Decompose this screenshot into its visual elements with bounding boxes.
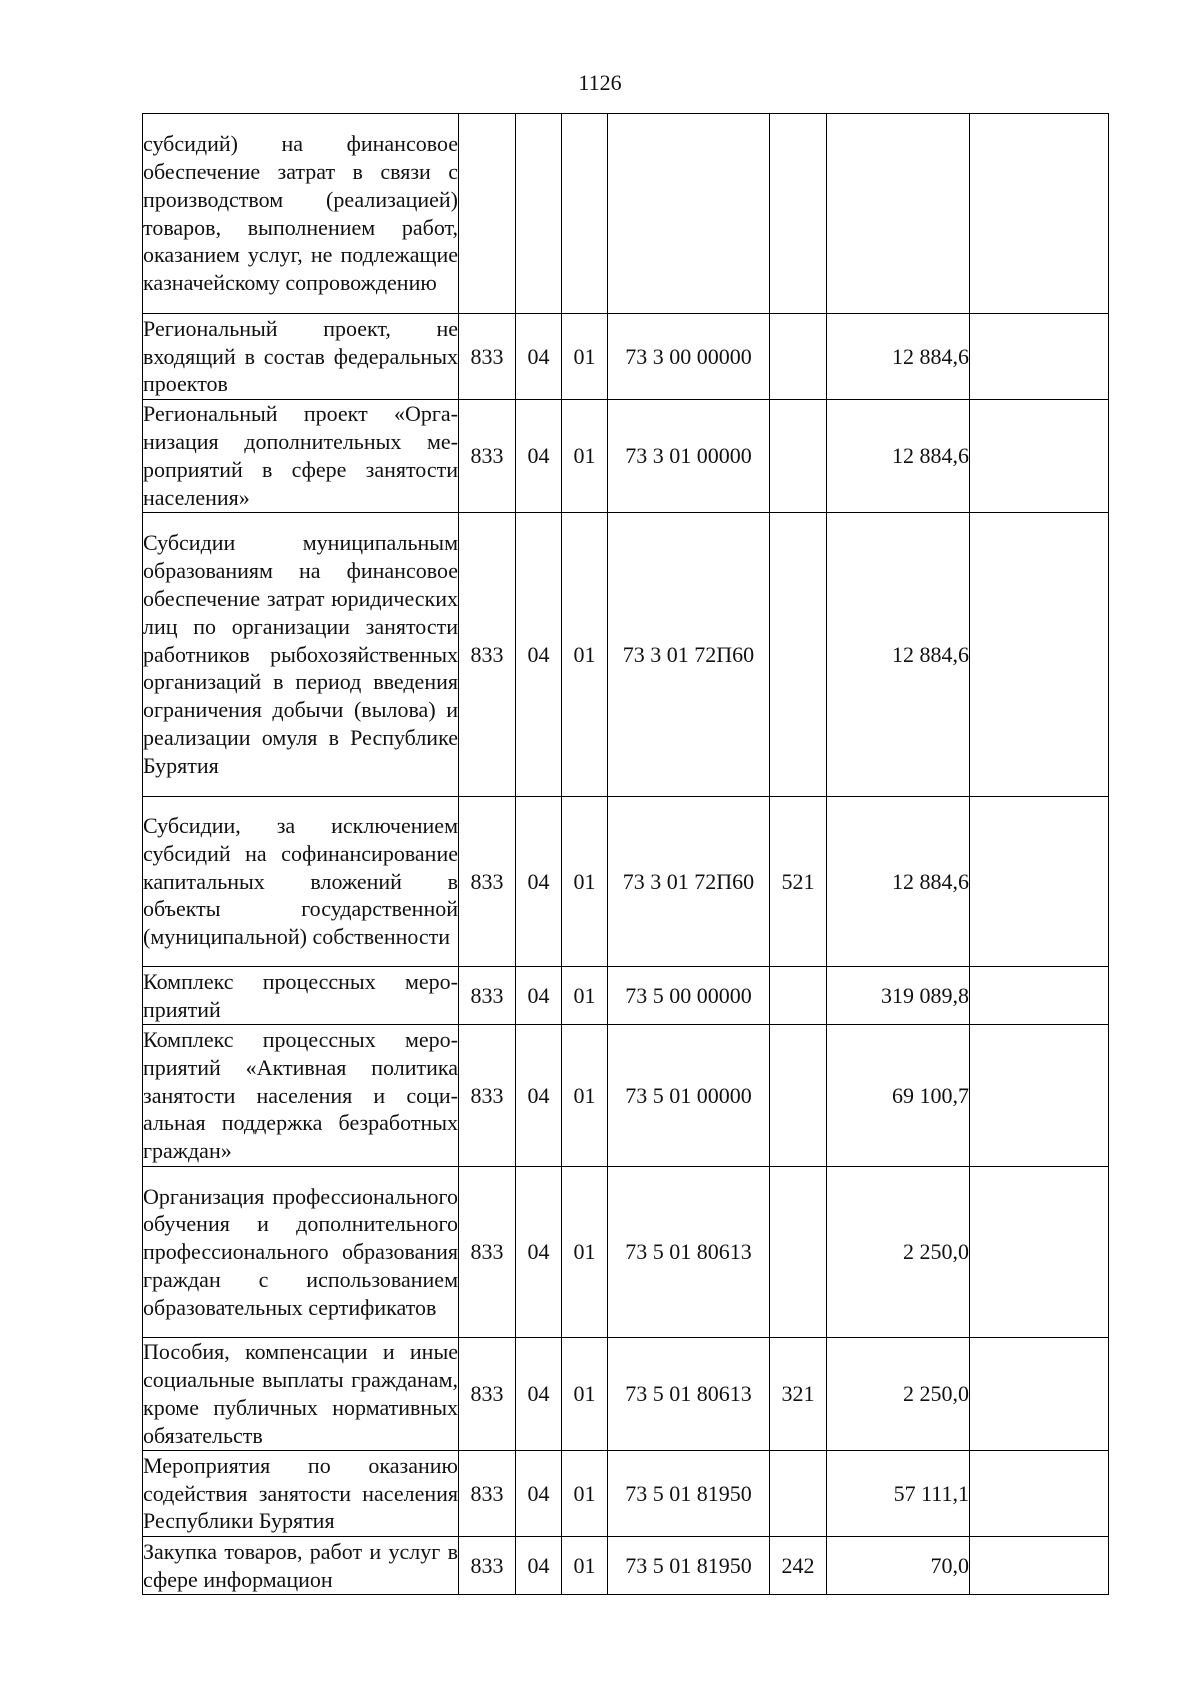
expense-type-code — [770, 513, 827, 797]
expense-type-code: 521 — [770, 797, 827, 967]
expense-type-code — [770, 1167, 827, 1338]
expense-type-code — [770, 1025, 827, 1167]
table-row — [143, 513, 1109, 797]
amount: 69 100,7 — [827, 1025, 970, 1167]
ministry-code: 833 — [459, 400, 516, 513]
ministry-code — [459, 114, 516, 314]
row-description: Комплекс процессных мероприятий «Активная политика занятости населения и социальная поддержка безработных граждан» — [143, 1025, 459, 1167]
extra-cell — [970, 114, 1109, 314]
section-code: 04 — [516, 400, 562, 513]
ministry-code: 833 — [459, 1167, 516, 1338]
expense-type-code — [770, 1451, 827, 1537]
amount: 12 884,6 — [827, 797, 970, 967]
table-row — [143, 797, 1109, 967]
extra-cell — [970, 1338, 1109, 1451]
subsection-code: 01 — [562, 314, 608, 400]
ministry-code: 833 — [459, 1025, 516, 1167]
row-description: Субсидии муниципальным образованиям на финансовое обеспечение затрат юридических лиц по организации занятости работников рыбохозяйственных организаций в период введения ограничения добычи (вылова) и реализации омуля в Республике Бурятия — [143, 513, 459, 797]
subsection-code: 01 — [562, 1451, 608, 1537]
section-code: 04 — [516, 967, 562, 1025]
table-row — [143, 114, 1109, 314]
amount: 319 089,8 — [827, 967, 970, 1025]
extra-cell — [970, 967, 1109, 1025]
amount: 57 111,1 — [827, 1451, 970, 1537]
row-description: Комплекс процессных мероприятий — [143, 967, 459, 1025]
ministry-code: 833 — [459, 797, 516, 967]
amount: 70,0 — [827, 1537, 970, 1595]
row-description: Пособия, компенсации и иные социальные выплаты гражданам, кроме публичных нормативных обязательств — [143, 1338, 459, 1451]
section-code: 04 — [516, 314, 562, 400]
section-code: 04 — [516, 1025, 562, 1167]
target-article-code: 73 5 01 81950 — [608, 1537, 770, 1595]
table-row — [143, 1338, 1109, 1451]
subsection-code — [562, 114, 608, 314]
table-row — [143, 1451, 1109, 1537]
table-row — [143, 314, 1109, 400]
target-article-code: 73 5 01 80613 — [608, 1338, 770, 1451]
target-article-code — [608, 114, 770, 314]
extra-cell — [970, 1451, 1109, 1537]
ministry-code: 833 — [459, 1537, 516, 1595]
target-article-code: 73 5 00 00000 — [608, 967, 770, 1025]
row-description: субсидий) на финансовое обеспечение затрат в связи с производством (реализацией) товаров, выполнением работ, оказанием услуг, не подлежащие казначейскому сопровождению — [143, 114, 459, 314]
extra-cell — [970, 1025, 1109, 1167]
subsection-code: 01 — [562, 967, 608, 1025]
expense-type-code — [770, 314, 827, 400]
budget-table — [142, 113, 1109, 1595]
target-article-code: 73 5 01 00000 — [608, 1025, 770, 1167]
extra-cell — [970, 797, 1109, 967]
amount: 12 884,6 — [827, 513, 970, 797]
subsection-code: 01 — [562, 797, 608, 967]
amount: 12 884,6 — [827, 314, 970, 400]
amount: 2 250,0 — [827, 1167, 970, 1338]
target-article-code: 73 3 00 00000 — [608, 314, 770, 400]
section-code: 04 — [516, 1537, 562, 1595]
expense-type-code — [770, 967, 827, 1025]
section-code: 04 — [516, 797, 562, 967]
expense-type-code — [770, 114, 827, 314]
table-row — [143, 1025, 1109, 1167]
row-description: Закупка товаров, работ и услуг в сфере информацион — [143, 1537, 459, 1595]
target-article-code: 73 3 01 00000 — [608, 400, 770, 513]
page-number: 1126 — [578, 70, 622, 95]
section-code: 04 — [516, 1451, 562, 1537]
subsection-code: 01 — [562, 1338, 608, 1451]
subsection-code: 01 — [562, 400, 608, 513]
amount — [827, 114, 970, 314]
row-description: Региональный проект, не входящий в состав федеральных проектов — [143, 314, 459, 400]
amount: 12 884,6 — [827, 400, 970, 513]
row-description: Организация профессионального обучения и дополнительного профессионального образования граждан с использованием образовательных сертификатов — [143, 1167, 459, 1338]
extra-cell — [970, 1537, 1109, 1595]
row-description: Региональный проект «Организация дополнительных мероприятий в сфере занятости населения» — [143, 400, 459, 513]
expense-type-code: 242 — [770, 1537, 827, 1595]
extra-cell — [970, 314, 1109, 400]
target-article-code: 73 3 01 72П60 — [608, 513, 770, 797]
ministry-code: 833 — [459, 513, 516, 797]
expense-type-code — [770, 400, 827, 513]
expense-type-code: 321 — [770, 1338, 827, 1451]
row-description: Субсидии, за исключением субсидий на софинансирование капитальных вложений в объекты государственной (муниципальной) собственности — [143, 797, 459, 967]
row-description: Мероприятия по оказанию содействия занятости населения Республики Бурятия — [143, 1451, 459, 1537]
section-code — [516, 114, 562, 314]
ministry-code: 833 — [459, 967, 516, 1025]
section-code: 04 — [516, 1167, 562, 1338]
target-article-code: 73 3 01 72П60 — [608, 797, 770, 967]
section-code: 04 — [516, 1338, 562, 1451]
extra-cell — [970, 513, 1109, 797]
ministry-code: 833 — [459, 1451, 516, 1537]
section-code: 04 — [516, 513, 562, 797]
amount: 2 250,0 — [827, 1338, 970, 1451]
table-row — [143, 1537, 1109, 1595]
extra-cell — [970, 1167, 1109, 1338]
table-row — [143, 400, 1109, 513]
ministry-code: 833 — [459, 1338, 516, 1451]
ministry-code: 833 — [459, 314, 516, 400]
subsection-code: 01 — [562, 1537, 608, 1595]
subsection-code: 01 — [562, 1025, 608, 1167]
target-article-code: 73 5 01 81950 — [608, 1451, 770, 1537]
table-row — [143, 967, 1109, 1025]
subsection-code: 01 — [562, 1167, 608, 1338]
target-article-code: 73 5 01 80613 — [608, 1167, 770, 1338]
table-row — [143, 1167, 1109, 1338]
subsection-code: 01 — [562, 513, 608, 797]
extra-cell — [970, 400, 1109, 513]
